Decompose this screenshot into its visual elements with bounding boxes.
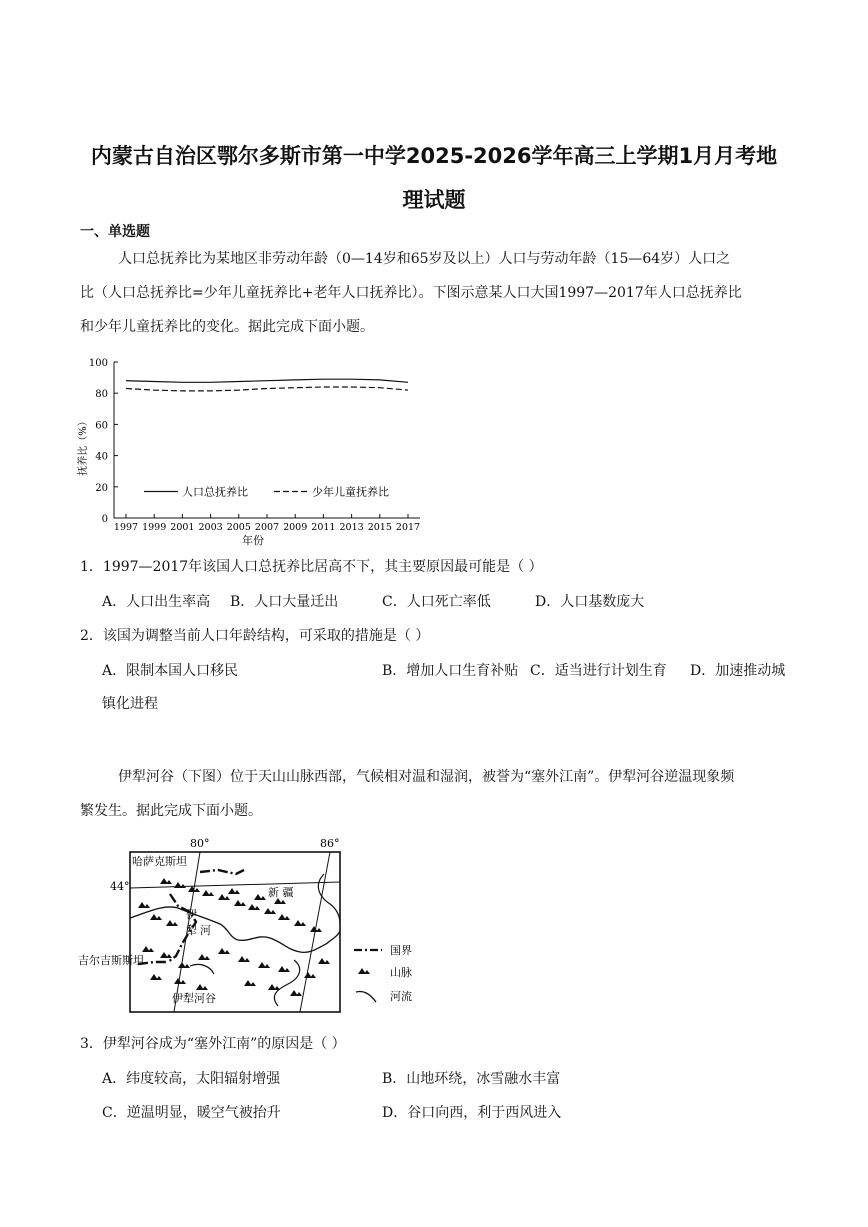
longitude-80: 80° xyxy=(190,837,210,850)
y-tick-label: 0 xyxy=(101,514,108,525)
series-line-total-dependency xyxy=(126,379,408,382)
x-tick-label: 2007 xyxy=(254,522,280,533)
latitude-44: 44° xyxy=(110,880,130,893)
q3-option-a[interactable]: A．纬度较高，太阳辐射增强 xyxy=(102,1071,281,1087)
y-tick-label: 60 xyxy=(95,420,108,432)
longitude-86: 86° xyxy=(320,837,340,850)
q2-option-a[interactable]: A．限制本国人口移民 xyxy=(102,663,239,679)
legend-mountain-label: 山脉 xyxy=(390,966,412,979)
x-axis-label: 年份 xyxy=(242,534,264,547)
document-title-line-2: 理试题 xyxy=(402,188,466,212)
x-tick-label: 1997 xyxy=(113,522,139,533)
river-4 xyxy=(190,964,214,974)
q2-option-b[interactable]: B．增加人口生育补贴 xyxy=(382,663,519,679)
passage-1-line-3: 和少年儿童抚养比的变化。据此完成下面小题。 xyxy=(80,319,374,335)
passage-2-line-1: 伊犁河谷（下图）位于天山山脉西部，气候相对温和湿润，被誉为“塞外江南”。伊犁河谷逆温现象频 xyxy=(118,769,735,785)
q1-option-a[interactable]: A．人口出生率高 xyxy=(102,594,211,610)
q2-option-d-continued: 镇化进程 xyxy=(102,696,158,712)
q3-option-c[interactable]: C．逆温明显，暖空气被抬升 xyxy=(102,1105,281,1121)
y-tick-label: 40 xyxy=(95,451,108,463)
y-axis-label: 抚养比（%） xyxy=(78,416,89,476)
x-tick-label: 2003 xyxy=(198,522,223,533)
q2-option-d[interactable]: D．加速推动城 xyxy=(690,663,786,679)
q3-option-d[interactable]: D．谷口向西，利于西风进入 xyxy=(382,1105,562,1121)
label-river-char-3: 河 xyxy=(200,924,211,937)
legend-label-0: 人口总抚养比 xyxy=(182,485,248,499)
legend-label-1: 少年儿童抚养比 xyxy=(312,485,389,499)
label-kyrgyzstan: 吉尔吉斯斯坦 xyxy=(78,954,144,967)
x-tick-label: 2017 xyxy=(395,522,421,533)
mountain-symbols xyxy=(138,878,330,996)
x-tick-label: 2015 xyxy=(367,522,392,533)
section-heading: 一、单选题 xyxy=(80,224,150,240)
q1-option-b[interactable]: B．人口大量迁出 xyxy=(230,594,339,610)
x-tick-label: 2011 xyxy=(311,522,336,533)
x-tick-label: 2009 xyxy=(283,522,308,533)
label-xinjiang: 新 疆 xyxy=(268,886,294,899)
dependency-ratio-chart xyxy=(70,352,440,548)
ili-river xyxy=(130,907,340,952)
passage-2 xyxy=(80,760,792,828)
x-tick-label: 2001 xyxy=(170,522,195,533)
passage-1 xyxy=(80,242,792,344)
x-tick-label: 2005 xyxy=(226,522,251,533)
ili-valley-map xyxy=(78,834,438,1020)
q1-option-d[interactable]: D．人口基数庞大 xyxy=(535,594,645,610)
label-river-char-1: 伊 xyxy=(186,908,197,921)
map-frame xyxy=(130,852,340,1012)
label-river-char-2: 犁 xyxy=(186,924,197,937)
question-2-stem: 2．该国为调整当前人口年龄结构，可采取的措施是（ ） xyxy=(80,628,430,644)
tributary-river xyxy=(274,960,299,1006)
legend-river-symbol xyxy=(356,991,376,1002)
label-ili-valley: 伊犁河谷 xyxy=(172,992,216,1005)
document-title-line-1: 内蒙古自治区鄂尔多斯市第一中学2025-2026学年高三上学期1月月考地 xyxy=(90,144,778,168)
passage-1-line-1: 人口总抚养比为某地区非劳动年龄（0—14岁和65岁及以上）人口与劳动年龄（15—64岁）人口之 xyxy=(118,251,731,267)
y-tick-label: 20 xyxy=(95,482,108,494)
question-3-stem: 3．伊犁河谷成为“塞外江南”的原因是（ ） xyxy=(80,1036,346,1052)
passage-2-line-2: 繁发生。据此完成下面小题。 xyxy=(80,803,262,819)
label-kazakhstan: 哈萨克斯坦 xyxy=(132,855,187,868)
x-tick-label: 2013 xyxy=(339,522,364,533)
series-line-child-dependency xyxy=(126,387,408,391)
passage-1-line-2: 比（人口总抚养比=少年儿童抚养比+老年人口抚养比）。下图示意某人口大国1997—2017年人口总抚养比 xyxy=(80,285,742,301)
q3-option-b[interactable]: B．山地环绕，冰雪融水丰富 xyxy=(382,1071,561,1087)
y-tick-label: 80 xyxy=(95,389,108,401)
legend-river-label: 河流 xyxy=(390,990,412,1003)
legend-border-label: 国界 xyxy=(390,944,412,957)
question-1-stem: 1．1997—2017年该国人口总抚养比居高不下，其主要原因最可能是（ ） xyxy=(80,559,543,575)
x-tick-label: 1999 xyxy=(142,522,167,533)
map-legend xyxy=(354,944,412,1003)
y-tick-label: 100 xyxy=(88,358,108,369)
q1-option-c[interactable]: C．人口死亡率低 xyxy=(382,594,491,610)
legend-mountain-symbol xyxy=(358,968,370,974)
q2-option-c[interactable]: C．适当进行计划生育 xyxy=(530,663,667,679)
